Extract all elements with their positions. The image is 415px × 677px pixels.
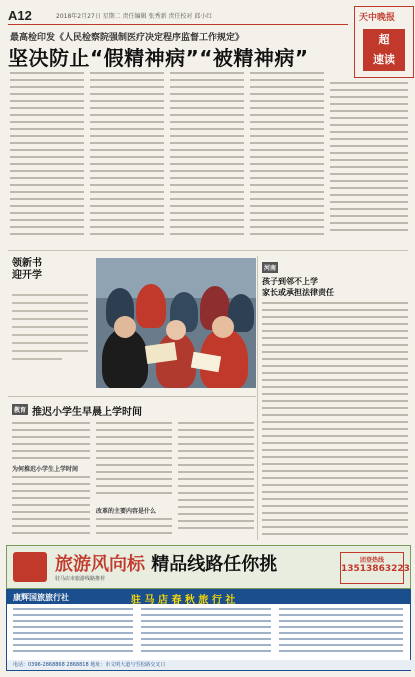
brand-badge-line1: 超 <box>378 33 390 46</box>
lead-subtitle: 最高检印发《人民检察院强制医疗决定程序监督工作规定》 <box>10 33 245 43</box>
header-meta: 2018年2月27日 星期二 责任编辑 张秀新 责任校对 邱小红 <box>56 13 213 20</box>
travel-ad-headline-a: 旅游风向标 <box>55 554 145 575</box>
lead-col-5 <box>330 82 408 242</box>
travel-ad-subline: 驻马店市旅游线路推荐 <box>55 576 106 582</box>
lead-headline: 坚决防止“假精神病”“被精神病” <box>8 46 309 70</box>
story2-subhead-1: 为何推迟小学生上学时间 <box>12 466 79 473</box>
travel-ad-phone-box <box>340 552 410 584</box>
agency-ad-headline: 驻 马 店 春 秋 旅 行 社 <box>131 595 236 606</box>
story2-col-2b <box>96 518 172 540</box>
right-story-title-1: 孩子到邻不上学 <box>262 277 318 286</box>
right-story-body <box>262 302 408 538</box>
travel-ad-phone-label: 团登热线 <box>359 557 384 564</box>
story2-col-2a <box>96 422 172 502</box>
divider-top <box>8 250 408 251</box>
lead-col-2 <box>90 72 164 242</box>
lead-col-3 <box>170 72 244 242</box>
brand-box <box>354 6 414 78</box>
story2-col-1b <box>12 476 90 540</box>
divider-vertical <box>257 256 258 540</box>
story2-col-1a <box>12 422 90 462</box>
travel-ad <box>6 545 411 589</box>
lead-col-1 <box>10 72 84 242</box>
right-story-title-2: 家长或承担法律责任 <box>262 288 334 297</box>
agency-ad-name: 康辉国旅旅行社 <box>13 593 69 602</box>
agency-ad-col-2 <box>141 608 271 658</box>
right-story-tag: 河南 <box>262 262 278 273</box>
page-header <box>8 8 348 25</box>
caption-head-2: 迎开学 <box>12 270 42 281</box>
travel-ad-headline-b: 精品线路任你挑 <box>151 554 278 575</box>
brand-badge-line2: 速读 <box>373 53 395 66</box>
travel-ad-headline <box>55 550 277 576</box>
caption-head-1: 领新书 <box>12 258 42 269</box>
brand-badge <box>363 29 405 71</box>
children-photo <box>96 258 256 388</box>
agency-ad-footer: 电话：0396-2868868 2868818 地址：市文明大道与雪松路交叉口 <box>7 660 415 670</box>
story2-title: 推迟小学生早晨上学时间 <box>32 407 142 418</box>
brand-name: 天中晚报 <box>359 13 396 23</box>
story2-col-3 <box>178 422 254 540</box>
divider-mid <box>8 396 256 397</box>
travel-ad-logo <box>13 552 47 582</box>
agency-ad-col-3 <box>279 608 403 658</box>
story2-subhead-2: 改革的主要内容是什么 <box>96 508 157 515</box>
agency-ad <box>6 589 411 671</box>
agency-ad-col-1 <box>13 608 133 658</box>
story2-tag: 教育 <box>12 404 28 415</box>
page-number: A12 <box>8 8 32 23</box>
travel-ad-phone: 13513863223 <box>341 564 410 574</box>
lead-col-4 <box>250 72 324 242</box>
photo-caption <box>12 258 92 384</box>
agency-ad-bar <box>7 590 410 604</box>
